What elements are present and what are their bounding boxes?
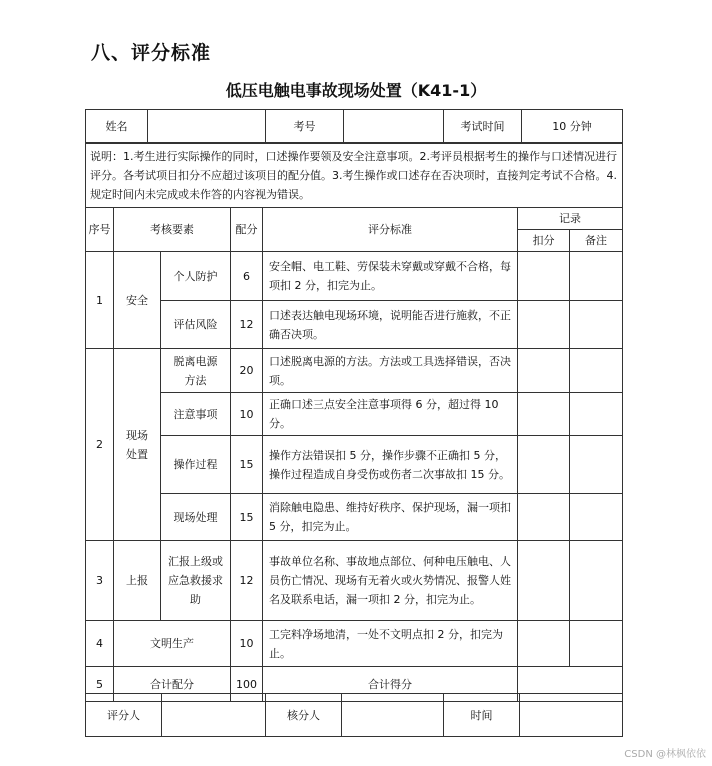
item-criteria: 消除触电隐患、维持好秩序、保护现场，漏一项扣 5 分，扣完为止。 <box>263 494 518 541</box>
row4-criteria: 工完料净场地清，一处不文明点扣 2 分，扣完为止。 <box>263 621 518 667</box>
item-criteria: 正确口述三点安全注意事项得 6 分，超过得 10 分。 <box>263 393 518 436</box>
row4-score: 10 <box>231 621 263 667</box>
item-score: 12 <box>231 541 263 621</box>
exam-time-label: 考试时间 <box>444 110 522 143</box>
item-score: 12 <box>231 301 263 349</box>
group-no: 1 <box>86 252 114 349</box>
checker-label: 核分人 <box>266 694 342 737</box>
deduct-cell[interactable] <box>518 436 570 494</box>
deduct-cell[interactable] <box>518 541 570 621</box>
seq-header: 序号 <box>86 208 114 252</box>
remark-header: 备注 <box>570 230 623 252</box>
doc-title: 低压电触电事故现场处置（K41-1） <box>225 81 487 100</box>
time-label: 时间 <box>444 694 520 737</box>
row5-item: 合计配分 <box>114 667 231 702</box>
item-name: 汇报上级或应急救援求助 <box>161 541 231 621</box>
remark-cell[interactable] <box>570 541 623 621</box>
signature-table <box>85 693 623 737</box>
exam-no-label: 考号 <box>266 110 344 143</box>
row5-score: 100 <box>231 667 263 702</box>
grader-field[interactable] <box>162 694 266 737</box>
group-no: 2 <box>86 349 114 541</box>
remark-cell[interactable] <box>570 301 623 349</box>
item-score: 20 <box>231 349 263 393</box>
exam-time-value: 10 分钟 <box>522 110 623 143</box>
record-header: 记录 <box>518 208 623 230</box>
remark-cell[interactable] <box>570 349 623 393</box>
item-name: 现场处理 <box>161 494 231 541</box>
name-label: 姓名 <box>86 110 148 143</box>
group-name: 安全 <box>114 252 161 349</box>
name-field[interactable] <box>148 110 266 143</box>
item-score: 10 <box>231 393 263 436</box>
exam-no-field[interactable] <box>344 110 444 143</box>
item-criteria: 事故单位名称、事故地点部位、何种电压触电、人员伤亡情况、现场有无着火或火势情况、报警人姓名及联系电话，漏一项扣 2 分，扣完为止。 <box>263 541 518 621</box>
item-criteria: 操作方法错误扣 5 分，操作步骤不正确扣 5 分，操作过程造成自身受伤或伤者二次事故扣 15 分。 <box>263 436 518 494</box>
deduct-cell[interactable] <box>518 393 570 436</box>
score-header: 配分 <box>231 208 263 252</box>
deduct-header: 扣分 <box>518 230 570 252</box>
item-name: 评估风险 <box>161 301 231 349</box>
watermark: CSDN @林枫依依 <box>624 749 706 760</box>
time-field[interactable] <box>520 694 623 737</box>
item-name: 个人防护 <box>161 252 231 301</box>
item-score: 15 <box>231 494 263 541</box>
deduct-cell[interactable] <box>518 621 570 667</box>
remark-cell[interactable] <box>570 393 623 436</box>
criteria-header: 评分标准 <box>263 208 518 252</box>
total-score-label: 合计得分 <box>263 667 518 702</box>
deduct-cell[interactable] <box>518 301 570 349</box>
remark-cell[interactable] <box>570 621 623 667</box>
item-criteria: 安全帽、电工鞋、劳保装未穿戴或穿戴不合格，每项扣 2 分，扣完为止。 <box>263 252 518 301</box>
exam-info-table <box>85 109 623 143</box>
remark-cell[interactable] <box>570 252 623 301</box>
deduct-cell[interactable] <box>518 252 570 301</box>
row4-item: 文明生产 <box>114 621 231 667</box>
item-name: 脱离电源方法 <box>161 349 231 393</box>
row5-no: 5 <box>86 667 114 702</box>
item-name: 操作过程 <box>161 436 231 494</box>
instructions-note: 说明：1.考生进行实际操作的同时，口述操作要领及安全注意事项。2.考评员根据考生的操作与口述情况进行评分。各考试项目扣分不应超过该项目的配分值。3.考生操作或口述存在否决项时，直接判定考试不合格。4.规定时间内未完成或未作答的内容视为错误。 <box>86 144 623 208</box>
remark-cell[interactable] <box>570 494 623 541</box>
item-score: 6 <box>231 252 263 301</box>
group-name: 现场处置 <box>114 349 161 541</box>
item-criteria: 口述表达触电现场环境，说明能否进行施救，不正确否决项。 <box>263 301 518 349</box>
remark-cell[interactable] <box>570 436 623 494</box>
checker-field[interactable] <box>342 694 444 737</box>
row4-no: 4 <box>86 621 114 667</box>
item-name: 注意事项 <box>161 393 231 436</box>
deduct-cell[interactable] <box>518 494 570 541</box>
deduct-cell[interactable] <box>518 349 570 393</box>
item-criteria: 口述脱离电源的方法。方法或工具选择错误，否决项。 <box>263 349 518 393</box>
group-name: 上报 <box>114 541 161 621</box>
item-header: 考核要素 <box>114 208 231 252</box>
group-no: 3 <box>86 541 114 621</box>
item-score: 15 <box>231 436 263 494</box>
grader-label: 评分人 <box>86 694 162 737</box>
section-title: 八、评分标准 <box>91 42 212 64</box>
scoring-table <box>85 143 623 702</box>
